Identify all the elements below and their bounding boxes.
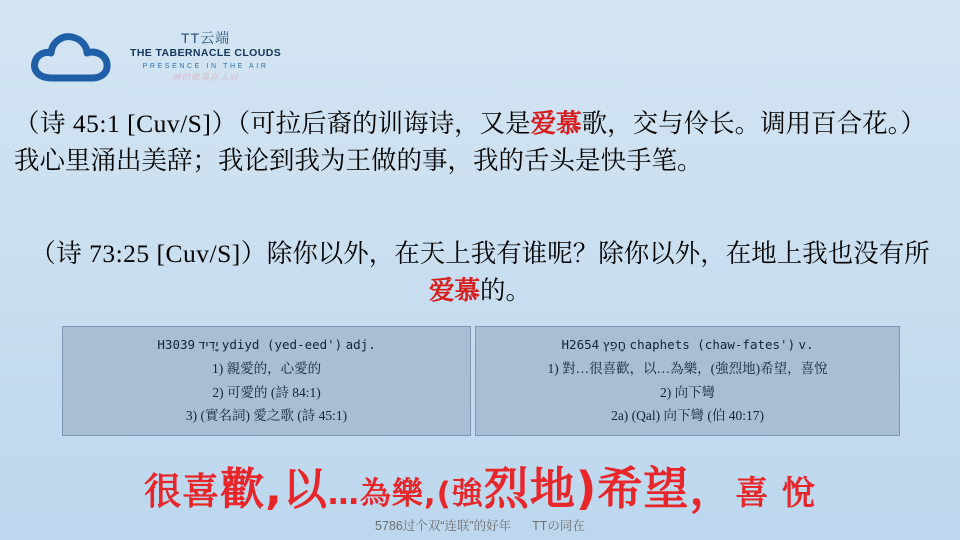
lexicon-sense-1: 1) 對…很喜歡，以…為樂，(強烈地)希望，喜悅 — [547, 361, 828, 377]
verse-2-highlight: 爱慕 — [428, 275, 480, 305]
gloss-part-3: …為樂,(強 — [327, 476, 484, 512]
verse-1-reference: （诗 45:1 [Cuv/S]） — [14, 109, 238, 138]
lexicon-transliteration: ydiyd (yed-eed') — [221, 337, 343, 352]
footer — [0, 516, 960, 534]
logo-script-line: 神的帐幕在人间 — [172, 71, 239, 82]
verse-block-2 — [22, 236, 938, 310]
lexicon-header-row — [67, 333, 466, 357]
lexicon-entry-h2654 — [475, 326, 900, 436]
lexicon-part-of-speech: adj. — [345, 337, 376, 352]
lexicon-sense-2: 2) 向下彎 — [659, 384, 716, 400]
gloss-part-5: 喜 悅 — [735, 473, 816, 512]
lexicon-entry-h3039 — [62, 326, 471, 436]
verse-1-segment-3: 歌，交与伶长。调用百合花。）我心里涌出美辞；我论到我为王做的事，我的舌头是快手笔。 — [14, 109, 926, 175]
lexicon-header-row — [480, 333, 895, 357]
lexicon-transliteration: chaphets (chaw-fates') — [629, 337, 796, 352]
verse-2-reference: （诗 73:25 [Cuv/S]） — [30, 239, 267, 268]
lexicon-strongs-number: H2654 — [561, 337, 600, 352]
lexicon-hebrew-word: חָפֵץ — [602, 338, 627, 353]
logo-english-name: THE TABERNACLE CLOUDS — [130, 46, 282, 59]
lexicon-hebrew-word: יָדִיד — [198, 338, 219, 353]
verse-block-1 — [14, 106, 946, 180]
logo-area — [30, 20, 281, 92]
logo-tagline: PRESENCE IN THE AIR — [142, 62, 269, 70]
lexicon-sense-3: 2a) (Qal) 向下彎 (伯 40:17) — [611, 407, 765, 423]
lexicon-part-of-speech: v. — [798, 337, 814, 352]
footer-right-text: TTの同在 — [532, 519, 585, 533]
lexicon-sense-3: 3) (實名詞) 愛之歌 (詩 45:1) — [185, 407, 348, 423]
verse-1-highlight: 爱慕 — [530, 109, 582, 138]
logo-text-block — [130, 29, 281, 84]
lexicon-panels — [62, 326, 900, 436]
lexicon-sense-1: 1) 親愛的，心愛的 — [211, 361, 322, 377]
gloss-part-4: 烈地)希望， — [483, 462, 736, 515]
verse-2-segment-3: 的。 — [480, 275, 532, 305]
gloss-part-1: 很喜 — [144, 470, 221, 513]
lexicon-strongs-number: H3039 — [157, 337, 196, 352]
logo-chinese-name: TT云端 — [181, 29, 231, 46]
cloud-icon — [30, 26, 116, 86]
gloss-part-2: 歡,以 — [220, 464, 328, 515]
verse-1-segment-1: （可拉后裔的训诲诗，又是 — [237, 109, 531, 138]
verse-2-segment-1: 除你以外，在天上我有谁呢？除你以外，在地上我也没有所 — [266, 239, 930, 268]
gloss-headline — [0, 452, 960, 517]
footer-left-text: 5786过个双“连联”的好年 — [375, 519, 512, 533]
lexicon-sense-2: 2) 可愛的 (詩 84:1) — [212, 384, 321, 400]
